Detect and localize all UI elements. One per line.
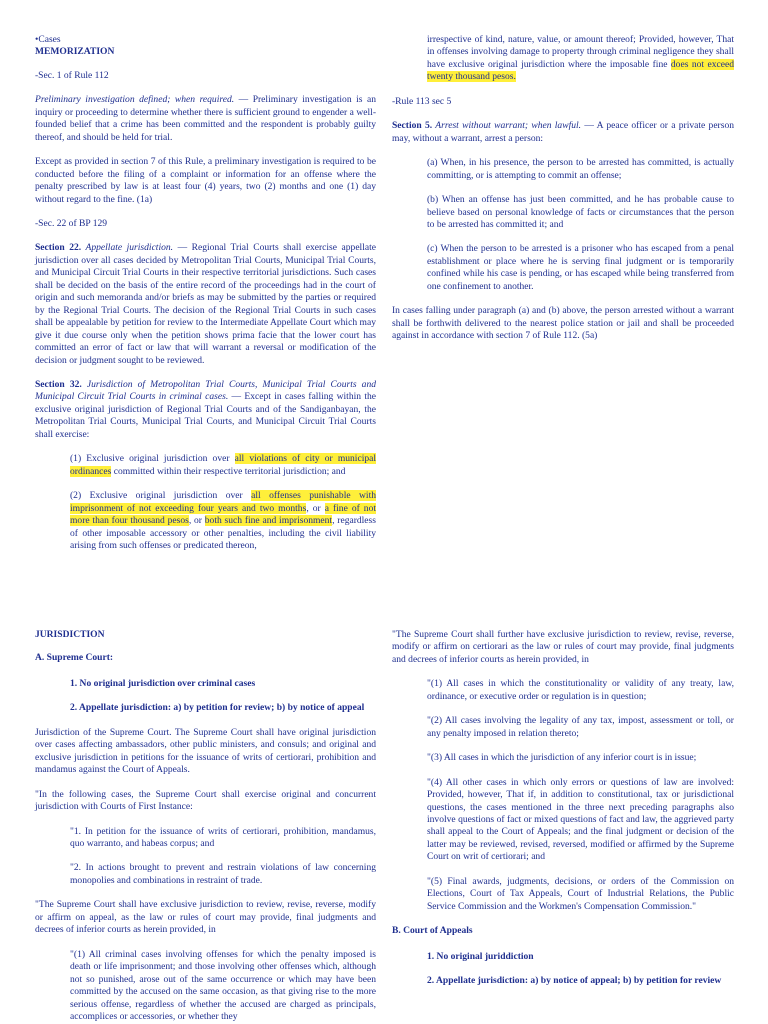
sc-item-1: 1. No original jurisdiction over criminal cases [70,677,256,689]
sec5-item-b: (b) When an offense has just been committed, and he has probable cause to believe based on personal knowledge of facts or circumstances that the person to be arrested has committed it; and [427,194,734,230]
sc-quote-8: "(5) Final awards, judgments, decisions, or orders of the Commission on Elections, Court of Tax Appeals, Court of Industrial Relations, the Public Service Commission and the Workmen's Compensation Commission." [427,875,734,912]
sec1-paragraph-2: Except as provided in section 7 of this Rule, a preliminary investigation is required to be conducted before the filing of a complaint or information for an offense where the penalty prescribed by law is at least four (4) years, two (2) months and one (1) day without regard to the fine. (1a) [35,156,376,205]
sc-quote-6: "(3) All cases in which the jurisdiction of any inferior court is in issue; [427,752,697,764]
continued-item-2: irrespective of kind, nature, value, or amount thereof; Provided, however, That in offenses involving damage to property through criminal negligence they shall have exclusive original jurisdiction where the imposable fine does not exceed twenty thousand pesos. [427,34,734,83]
highlight: all violations of city or municipal ordinances [70,453,377,477]
jurisdiction-heading: JURISDICTION [35,629,105,640]
page2-left-column [35,629,376,1024]
sec5-closing: In cases falling under paragraph (a) and (b) above, the person arrested without a warrant shall be forthwith delivered to the nearest police station or jail and shall be proceeded against in accordance with section 7 of Rule 112. (5a) [392,305,734,342]
ca-item-1: 1. No original juriddiction [427,950,534,962]
reference-rule-113: -Rule 113 sec 5 [392,95,452,107]
sec32-title: Jurisdiction of Metropolitan Trial Courts, Municipal Trial Courts and Municipal Circuit Trial Courts in criminal cases. [35,378,376,403]
sc-quote-7: "(4) All other cases in which only errors or questions of law are involved: Provided, however, That if, in addition to constitutional, tax or jurisdictional questions, the cases mentioned in the three next preceding paragraphs also involve questions of fact or mixed questions of fact and law, the aggrieved party shall appeal to the Court of Appeals; and the final judgment or decision of the latter may be reviewed, revised, reversed, modified or affirmed by the Supreme Court on writ of certiorari; and [427,776,734,863]
sec5-item-a: (a) When, in his presence, the person to be arrested has committed, is actually committing, or is attempting to commit an offense; [427,157,734,181]
sec22-number: Section 22. [35,242,82,254]
reference-rule-112: -Sec. 1 of Rule 112 [35,69,109,81]
sc-paragraph-1: Jurisdiction of the Supreme Court. The Supreme Court shall have original jurisdiction over cases affecting ambassadors, other public ministers, and consuls; and original and exclusive jurisdiction in petitions for the issuance of writs of certiorari, prohibition and mandamus against the Court of Appeals. [35,726,376,776]
page2-right-column [392,629,734,1000]
sc-paragraph-2: "In the following cases, the Supreme Court shall exercise original and concurrent jurisdiction with Courts of First Instance: [35,788,376,813]
page1-left-column [35,34,376,564]
sec1-paragraph: Preliminary investigation defined; when required. — Preliminary investigation is an inquiry or proceeding to determine whether there is sufficient ground to engender a well-founded belief that a crime has been committed and the respondent is probably guilty thereof, and should be held for trial. [35,94,376,143]
supreme-court-heading: A. Supreme Court: [35,652,114,664]
sec5-paragraph: Section 5. Arrest without warrant; when lawful. — A peace officer or a private person may, without a warrant, arrest a person: [392,120,735,144]
sec22-title: Appellate jurisdiction. [81,242,174,254]
memorization-heading: MEMORIZATION [35,46,115,58]
sc-quote-5: "(2) All cases involving the legality of any tax, impost, assessment or toll, or any penalty imposed in relation thereto; [427,715,734,739]
sc-quote-1: "1. In petition for the issuance of writs of certiorari, prohibition, mandamus, quo warranto, and habeas corpus; and [70,825,376,849]
sec1-title: Preliminary investigation defined; when required. [35,94,235,106]
document-page-2 [0,598,768,1024]
court-of-appeals-heading: B. Court of Appeals [392,925,473,937]
sec5-number: Section 5. [392,120,433,132]
sc-paragraph-3: "The Supreme Court shall have exclusive jurisdiction to review, revise, reverse, modify or affirm on appeal, as the law or rules of court may provide, final judgments and decrees of inferior courts as herein provided, in [35,899,376,936]
ca-item-2: 2. Appellate jurisdiction: a) by notice of appeal; b) by petition for review [427,975,722,987]
sc-item-2: 2. Appellate jurisdiction: a) by petition for review; b) by notice of appeal [70,702,365,714]
page1-right-column [392,34,734,355]
sc-quote-4: "(1) All cases in which the constitutionality or validity of any treaty, law, ordinance, or executive order or regulation is in question; [427,678,734,702]
highlight: both such fine and imprisonment [204,515,333,527]
sec22-paragraph: Section 22. Appellate jurisdiction. — Regional Trial Courts shall exercise appellate jurisdiction over all cases decided by Metropolitan Trial Courts, Municipal Trial Courts, and Municipal Circuit Trial Courts in their respective territorial jurisdictions. Such cases shall be decided on the basis of the entire record of the proceedings had in the court of origin and such memoranda and/or briefs as may be submitted by the parties or required by the Regional Trial Courts. The decision of the Regional Trial Courts in such cases shall be appealable by petition for review to the Intermediate Appellate Court which may give it due course only when the petition shows prima facie that the lower court has committed an error of fact or law that will warrant a reversal or modification of the decision or judgment sought to be reviewed. [35,242,376,366]
highlight: all offenses punishable with imprisonment of not exceeding four years and two months [70,490,377,514]
sec32-paragraph: Section 32. Jurisdiction of Metropolitan Trial Courts, Municipal Trial Courts and Municipal Circuit Trial Courts in criminal cases. — Except in cases falling within the exclusive original jurisdiction of Regional Trial Courts and of the Sandiganbayan, the Metropolitan Trial Courts, Municipal Trial Courts, and Municipal Circuit Trial Courts shall exercise: [35,378,376,440]
jurisdiction-item-2: (2) Exclusive original jurisdiction over all offenses punishable with imprisonment of not exceeding four years and two months, or a fine of not more than four thousand pesos, or both such fine and imprisonment, regardless of other imposable accessory or other penalties, including the civil liability arising from such offenses or predicated thereon, [70,490,377,551]
highlight: does not exceed twenty thousand pesos. [427,58,734,83]
sec5-item-c: (c) When the person to be arrested is a prisoner who has escaped from a penal establishment or place where he is serving final judgment or is temporarily confined while his case is pending, or has escaped while being transferred from one confinement to another. [427,243,734,292]
sc-quote-3: "(1) All criminal cases involving offenses for which the penalty imposed is death or life imprisonment; and those involving other offenses which, although not so punished, arose out of the same occurrence or which may have been committed by the accused on the same occasion, as that giving rise to the more serious offense, regardless of whether the accused are charged as principals, accomplices or accessories, or whether they [70,948,376,1022]
sc-quote-2: "2. In actions brought to prevent and restrain violations of law concerning monopolies and combinations in restraint of trade. [70,862,376,886]
bullet-label: •Cases [35,34,61,45]
reference-bp-129: -Sec. 22 of BP 129 [35,217,108,229]
jurisdiction-item-1: (1) Exclusive original jurisdiction over all violations of city or municipal ordinances committed within their respective territorial jurisdiction; and [70,453,377,477]
sc-paragraph-4: "The Supreme Court shall further have exclusive jurisdiction to review, revise, reverse, modify or affirm on certiorari as the law or rules of court may provide, final judgments and decrees of inferior courts as herein provided, in [392,629,734,665]
highlight: a fine of not more than four thousand pesos [70,502,376,527]
sec32-number: Section 32. [35,378,82,390]
sec5-title: Arrest without warrant; when lawful. [432,120,582,132]
